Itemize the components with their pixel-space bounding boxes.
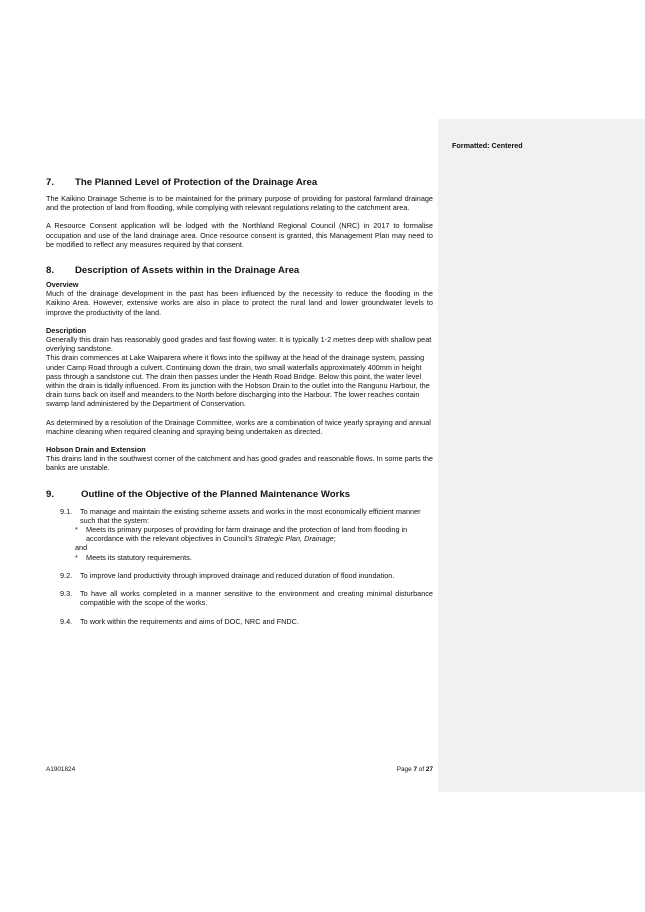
item-text: To manage and maintain the existing scheme assets and works in the most economically efficient manner such that the system: (80, 506, 421, 525)
footer-doc-id: A1901824 (46, 766, 76, 773)
bullet-text: Meets its statutory requirements. (86, 552, 192, 562)
conjunction: and (75, 543, 88, 553)
item-number: 9.4. (60, 616, 73, 626)
subheading: Hobson Drain and Extension (46, 445, 146, 455)
section-title: Outline of the Objective of the Planned Maintenance Works (81, 488, 351, 500)
item-number: 9.3. (60, 589, 73, 599)
paragraph: A Resource Consent application will be lodged with the Northland Regional Council (NRC) in 2017 to formalise occupation and use of the land drainage area. Once resource consent is granted, this Management Plan may need to be modified to reflect any measures required by that consent. (46, 221, 433, 249)
item-text: To work within the requirements and aims of DOC, NRC and FNDC. (80, 616, 299, 626)
bullet-marker: * (75, 525, 78, 535)
item-number: 9.2. (60, 570, 73, 580)
section-8-heading (46, 265, 433, 276)
list-item (60, 571, 433, 580)
list-item (60, 507, 433, 525)
bullet-marker: * (75, 552, 78, 562)
bullet-item (75, 553, 433, 562)
bullet-text: Meets its primary purposes of providing for farm drainage and the protection of land from flooding in accordance with the relevant objectives in Council’s Strategic Plan, Drainage; (86, 525, 408, 544)
section-number: 8. (46, 265, 55, 277)
bullet-item (75, 525, 433, 543)
section-7-heading (46, 177, 433, 188)
section-title: Description of Assets within in the Drainage Area (75, 265, 300, 277)
subheading: Description (46, 325, 87, 335)
list-item (60, 617, 433, 626)
paragraph: The Kaikino Drainage Scheme is to be maintained for the primary purpose of providing for pastoral farmland drainage and the protection of land from flooding, while complying with relevant regulations relating to the catchment area. (46, 194, 433, 213)
paragraph: Much of the drainage development in the past has been influenced by the necessity to reduce the flooding in the Kaikino Area. However, extensive works are also in place to protect the rural land and lower groundwater levels to improve the productivity of the land. (46, 289, 433, 317)
paragraph: This drains land in the southwest corner of the catchment and has good grades and reasonable flows. In some parts the banks are unstable. (46, 454, 433, 473)
subheading: Overview (46, 280, 79, 290)
section-number: 7. (46, 177, 55, 188)
list-item (60, 589, 433, 607)
paragraph: Generally this drain has reasonably good grades and fast flowing water. It is typically 1-2 metres deep with shallow peat overlying sandstone. (46, 335, 432, 354)
paragraph: This drain commences at Lake Waiparera where it flows into the spillway at the head of the drainage system, passing under Camp Road through a culvert. Continuing down the drain, two small waterfalls approximately 400mm in height pass through a sandstone cut. The drain then passes under the Heath Road Bridge. Below this point, the water level within the drain is tidally influenced. From its junction with the Hobson Drain to the outlet into the Rangunu Harbour, the drain turns back on itself and meanders to the North before discharging into the Harbour. The lower reaches contain swamp land administered by the Department of Conservation. (46, 353, 430, 409)
formatting-comment[interactable]: Formatted: Centered (452, 141, 523, 150)
section-number: 9. (46, 488, 55, 500)
footer-page-number: Page 7 of 27 (396, 766, 433, 773)
paragraph: As determined by a resolution of the Drainage Committee, works are a combination of twice yearly spraying and annual machine cleaning when required cleaning and spraying being undertaken as directed. (46, 417, 431, 436)
item-number: 9.1. (60, 506, 73, 516)
section-9-heading (46, 489, 433, 500)
item-text: To have all works completed in a manner sensitive to the environment and creating minimal disturbance compatible with the scope of the works. (80, 589, 433, 608)
item-text: To improve land productivity through improved drainage and reduced duration of flood inundation. (80, 570, 395, 580)
section-title: The Planned Level of Protection of the Drainage Area (75, 177, 318, 188)
comment-margin (438, 119, 645, 792)
document-body (46, 177, 433, 626)
